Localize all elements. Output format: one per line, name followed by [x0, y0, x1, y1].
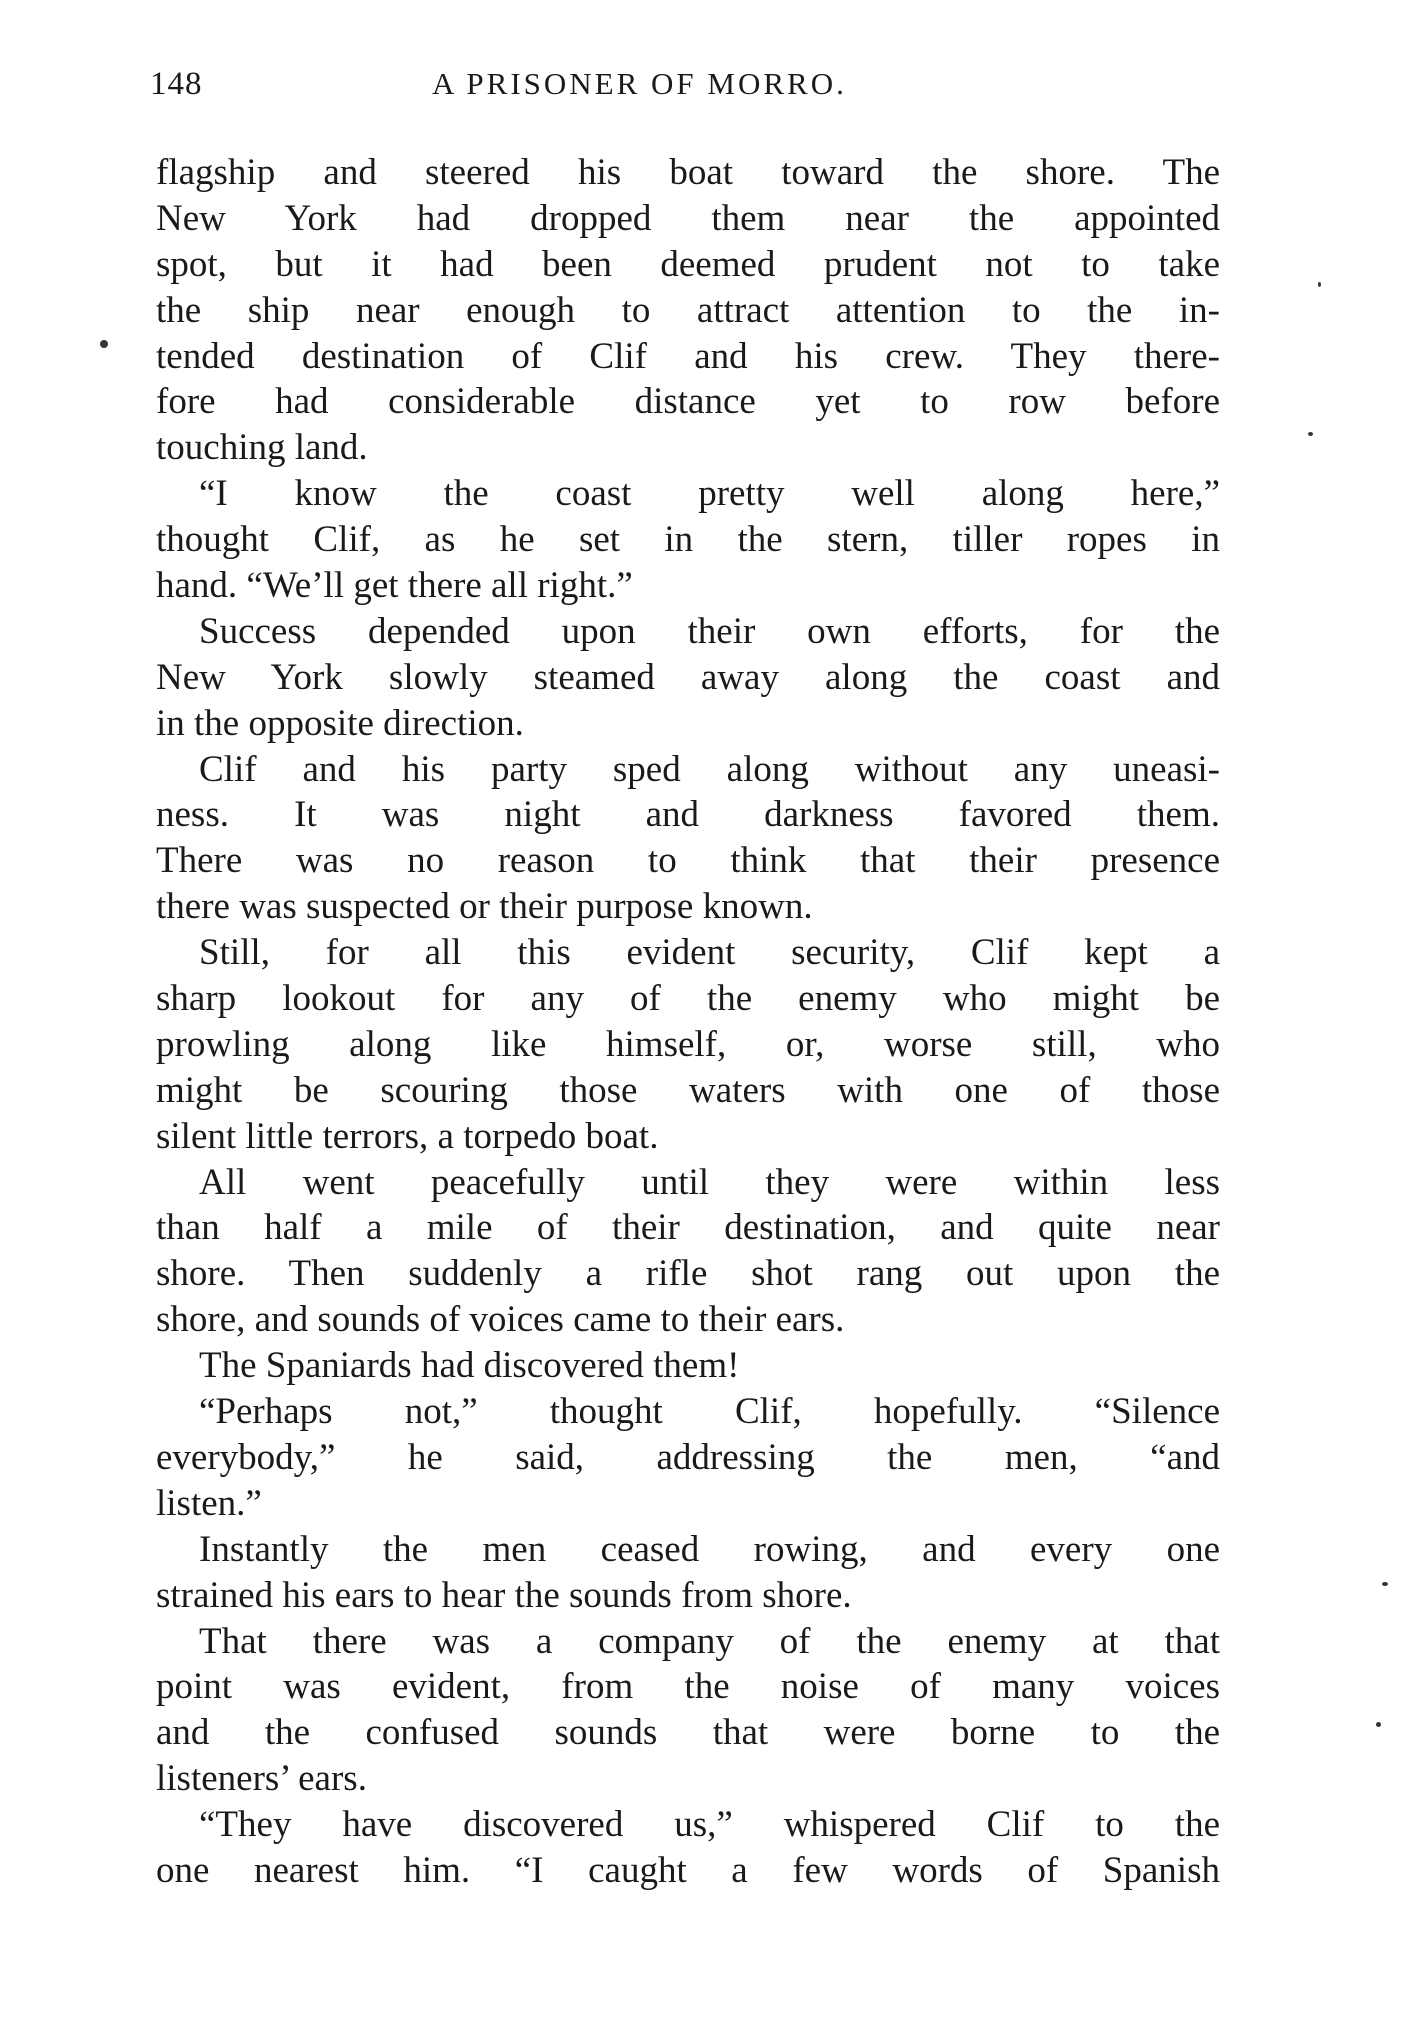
- text-line: shore, and sounds of voices came to their ears.: [156, 1299, 845, 1341]
- text-line: ness. It was night and darkness favored them.: [156, 794, 1220, 836]
- scan-speck: [1376, 1722, 1381, 1727]
- text-line: strained his ears to hear the sounds from shore.: [156, 1574, 852, 1616]
- text-line: All went peacefully until they were within less: [199, 1161, 1220, 1203]
- text-line: tended destination of Clif and his crew. They there-: [156, 335, 1220, 377]
- running-title: A PRISONER OF MORRO.: [432, 66, 847, 101]
- text-line: might be scouring those waters with one of those: [156, 1069, 1220, 1111]
- text-line: Clif and his party sped along without any uneasi-: [199, 748, 1220, 790]
- text-line: There was no reason to think that their presence: [156, 840, 1220, 882]
- text-line: one nearest him. “I caught a few words of Spanish: [156, 1849, 1220, 1891]
- text-line: touching land.: [156, 427, 368, 469]
- text-line: Instantly the men ceased rowing, and every one: [199, 1528, 1220, 1570]
- text-line: listeners’ ears.: [156, 1758, 367, 1800]
- text-line: fore had considerable distance yet to row before: [156, 381, 1220, 423]
- text-line: silent little terrors, a torpedo boat.: [156, 1115, 659, 1157]
- text-line: point was evident, from the noise of many voices: [156, 1666, 1220, 1708]
- text-line: flagship and steered his boat toward the shore. The: [156, 152, 1220, 193]
- text-line: there was suspected or their purpose known.: [156, 886, 813, 928]
- scan-speck: [1308, 432, 1313, 436]
- text-line: Success depended upon their own efforts, for the: [199, 610, 1220, 652]
- body-text: [156, 150, 1220, 1894]
- text-line: spot, but it had been deemed prudent not to take: [156, 243, 1220, 285]
- text-line: hand. “We’ll get there all right.”: [156, 565, 633, 607]
- text-line: everybody,” he said, addressing the men, “and: [156, 1436, 1220, 1478]
- page-number: 148: [150, 66, 203, 102]
- running-head: [150, 66, 1220, 110]
- text-line: “They have discovered us,” whispered Clif to the: [199, 1804, 1220, 1846]
- text-line: shore. Then suddenly a rifle shot rang out upon the: [156, 1253, 1220, 1295]
- text-line: The Spaniards had discovered them!: [199, 1345, 740, 1387]
- text-line: “I know the coast pretty well along here,”: [199, 473, 1220, 515]
- text-line: prowling along like himself, or, worse still, who: [156, 1023, 1220, 1065]
- text-line: thought Clif, as he set in the stern, tiller ropes in: [156, 519, 1220, 561]
- scan-speck: [1318, 282, 1321, 287]
- scan-speck: [1382, 1582, 1388, 1586]
- text-line: in the opposite direction.: [156, 702, 524, 744]
- text-line: New York had dropped them near the appointed: [156, 197, 1220, 239]
- text-line: than half a mile of their destination, and quite near: [156, 1207, 1220, 1249]
- text-line: and the confused sounds that were borne to the: [156, 1712, 1220, 1754]
- text-line: listen.”: [156, 1482, 262, 1524]
- text-line: “Perhaps not,” thought Clif, hopefully. “Silence: [199, 1391, 1220, 1433]
- scan-speck: [100, 340, 108, 348]
- text-line: New York slowly steamed away along the coast and: [156, 656, 1220, 698]
- text-line: sharp lookout for any of the enemy who might be: [156, 978, 1220, 1020]
- text-line: That there was a company of the enemy at that: [199, 1620, 1220, 1662]
- text-line: Still, for all this evident security, Clif kept a: [199, 932, 1220, 974]
- text-line: the ship near enough to attract attention to the in-: [156, 289, 1220, 331]
